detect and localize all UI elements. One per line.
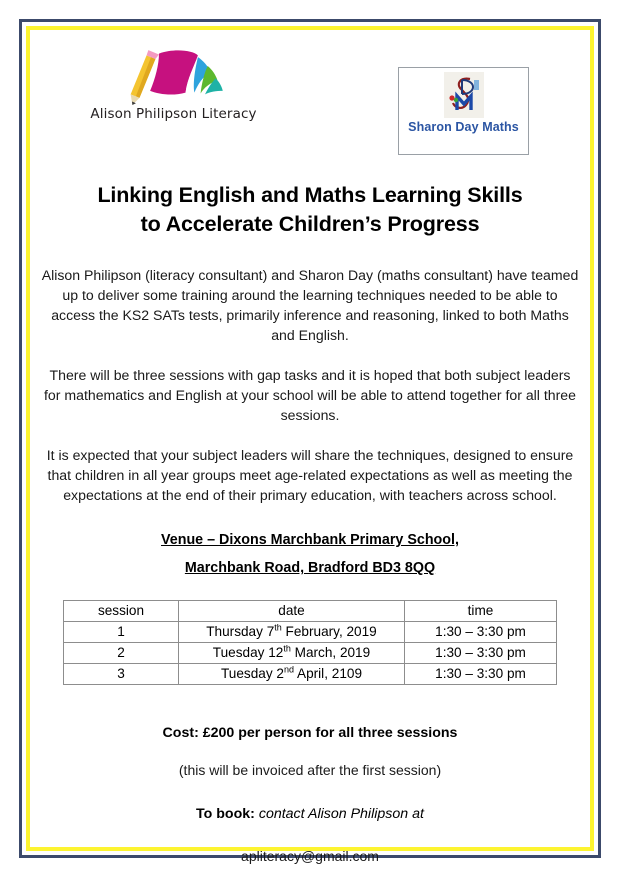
title-line-2: to Accelerate Children’s Progress xyxy=(140,211,480,236)
cell-date: Tuesday 12th March, 2019 xyxy=(179,643,405,664)
pencil-book-logo-icon xyxy=(120,43,226,105)
venue-heading xyxy=(33,531,587,587)
header xyxy=(33,33,587,145)
literacy-logo-wordmark: Alison Philipson Literacy xyxy=(90,106,257,122)
table-header-row xyxy=(64,601,557,622)
sdm-monogram-logo-icon xyxy=(444,72,484,118)
page-title xyxy=(33,181,587,238)
venue-line-2: Marchbank Road, Bradford BD3 8QQ xyxy=(184,560,436,577)
cell-session: 2 xyxy=(64,643,179,664)
cell-date: Thursday 7th February, 2019 xyxy=(179,622,405,643)
session-schedule-table xyxy=(63,600,557,685)
flyer-content xyxy=(33,33,587,865)
maths-logo-wordmark: Sharon Day Maths xyxy=(408,120,519,134)
paragraph-intro: Alison Philipson (literacy consultant) and Sharon Day (maths consultant) have teamed up to deliver some training around the learning techniques needed to be able to access the KS2 SATs tests, primarily inference and reasoning, linked to both Maths and English. xyxy=(41,267,579,344)
venue-line-1: Venue – Dixons Marchbank Primary School, xyxy=(161,532,459,549)
booking-contact: contact Alison Philipson at xyxy=(258,806,424,823)
paragraph-sessions: There will be three sessions with gap tasks and it is hoped that both subject leaders for mathematics and English at your school will be able to attend together for all three sessions. xyxy=(44,367,576,424)
cell-session: 1 xyxy=(64,622,179,643)
body-paragraphs xyxy=(33,265,587,505)
table-row xyxy=(64,622,557,643)
cell-date: Tuesday 2nd April, 2109 xyxy=(179,664,405,685)
paragraph-expectations: It is expected that your subject leaders will share the techniques, designed to ensure that children in all year groups meet age-related expectations as well as meeting the expectations at the end of their primary education, with teachers across school. xyxy=(46,447,574,504)
booking-line xyxy=(33,806,587,822)
cost-line: Cost: £200 per person for all three sessions xyxy=(162,725,458,742)
column-header-date: date xyxy=(179,601,405,622)
invoice-note: (this will be invoiced after the first session) xyxy=(178,762,442,779)
title-line-1: Linking English and Maths Learning Skills xyxy=(97,183,523,207)
column-header-session: session xyxy=(64,601,179,622)
booking-label: To book: xyxy=(196,806,255,823)
table-row xyxy=(64,664,557,685)
logo-sharon-day-maths xyxy=(398,67,529,155)
cell-session: 3 xyxy=(64,664,179,685)
table-row xyxy=(64,643,557,664)
cell-time: 1:30 – 3:30 pm xyxy=(405,622,557,643)
logo-alison-philipson-literacy xyxy=(81,43,266,122)
cell-time: 1:30 – 3:30 pm xyxy=(405,664,557,685)
column-header-time: time xyxy=(405,601,557,622)
cell-time: 1:30 – 3:30 pm xyxy=(405,643,557,664)
contact-email[interactable]: apliteracy@gmail.com xyxy=(241,848,379,865)
